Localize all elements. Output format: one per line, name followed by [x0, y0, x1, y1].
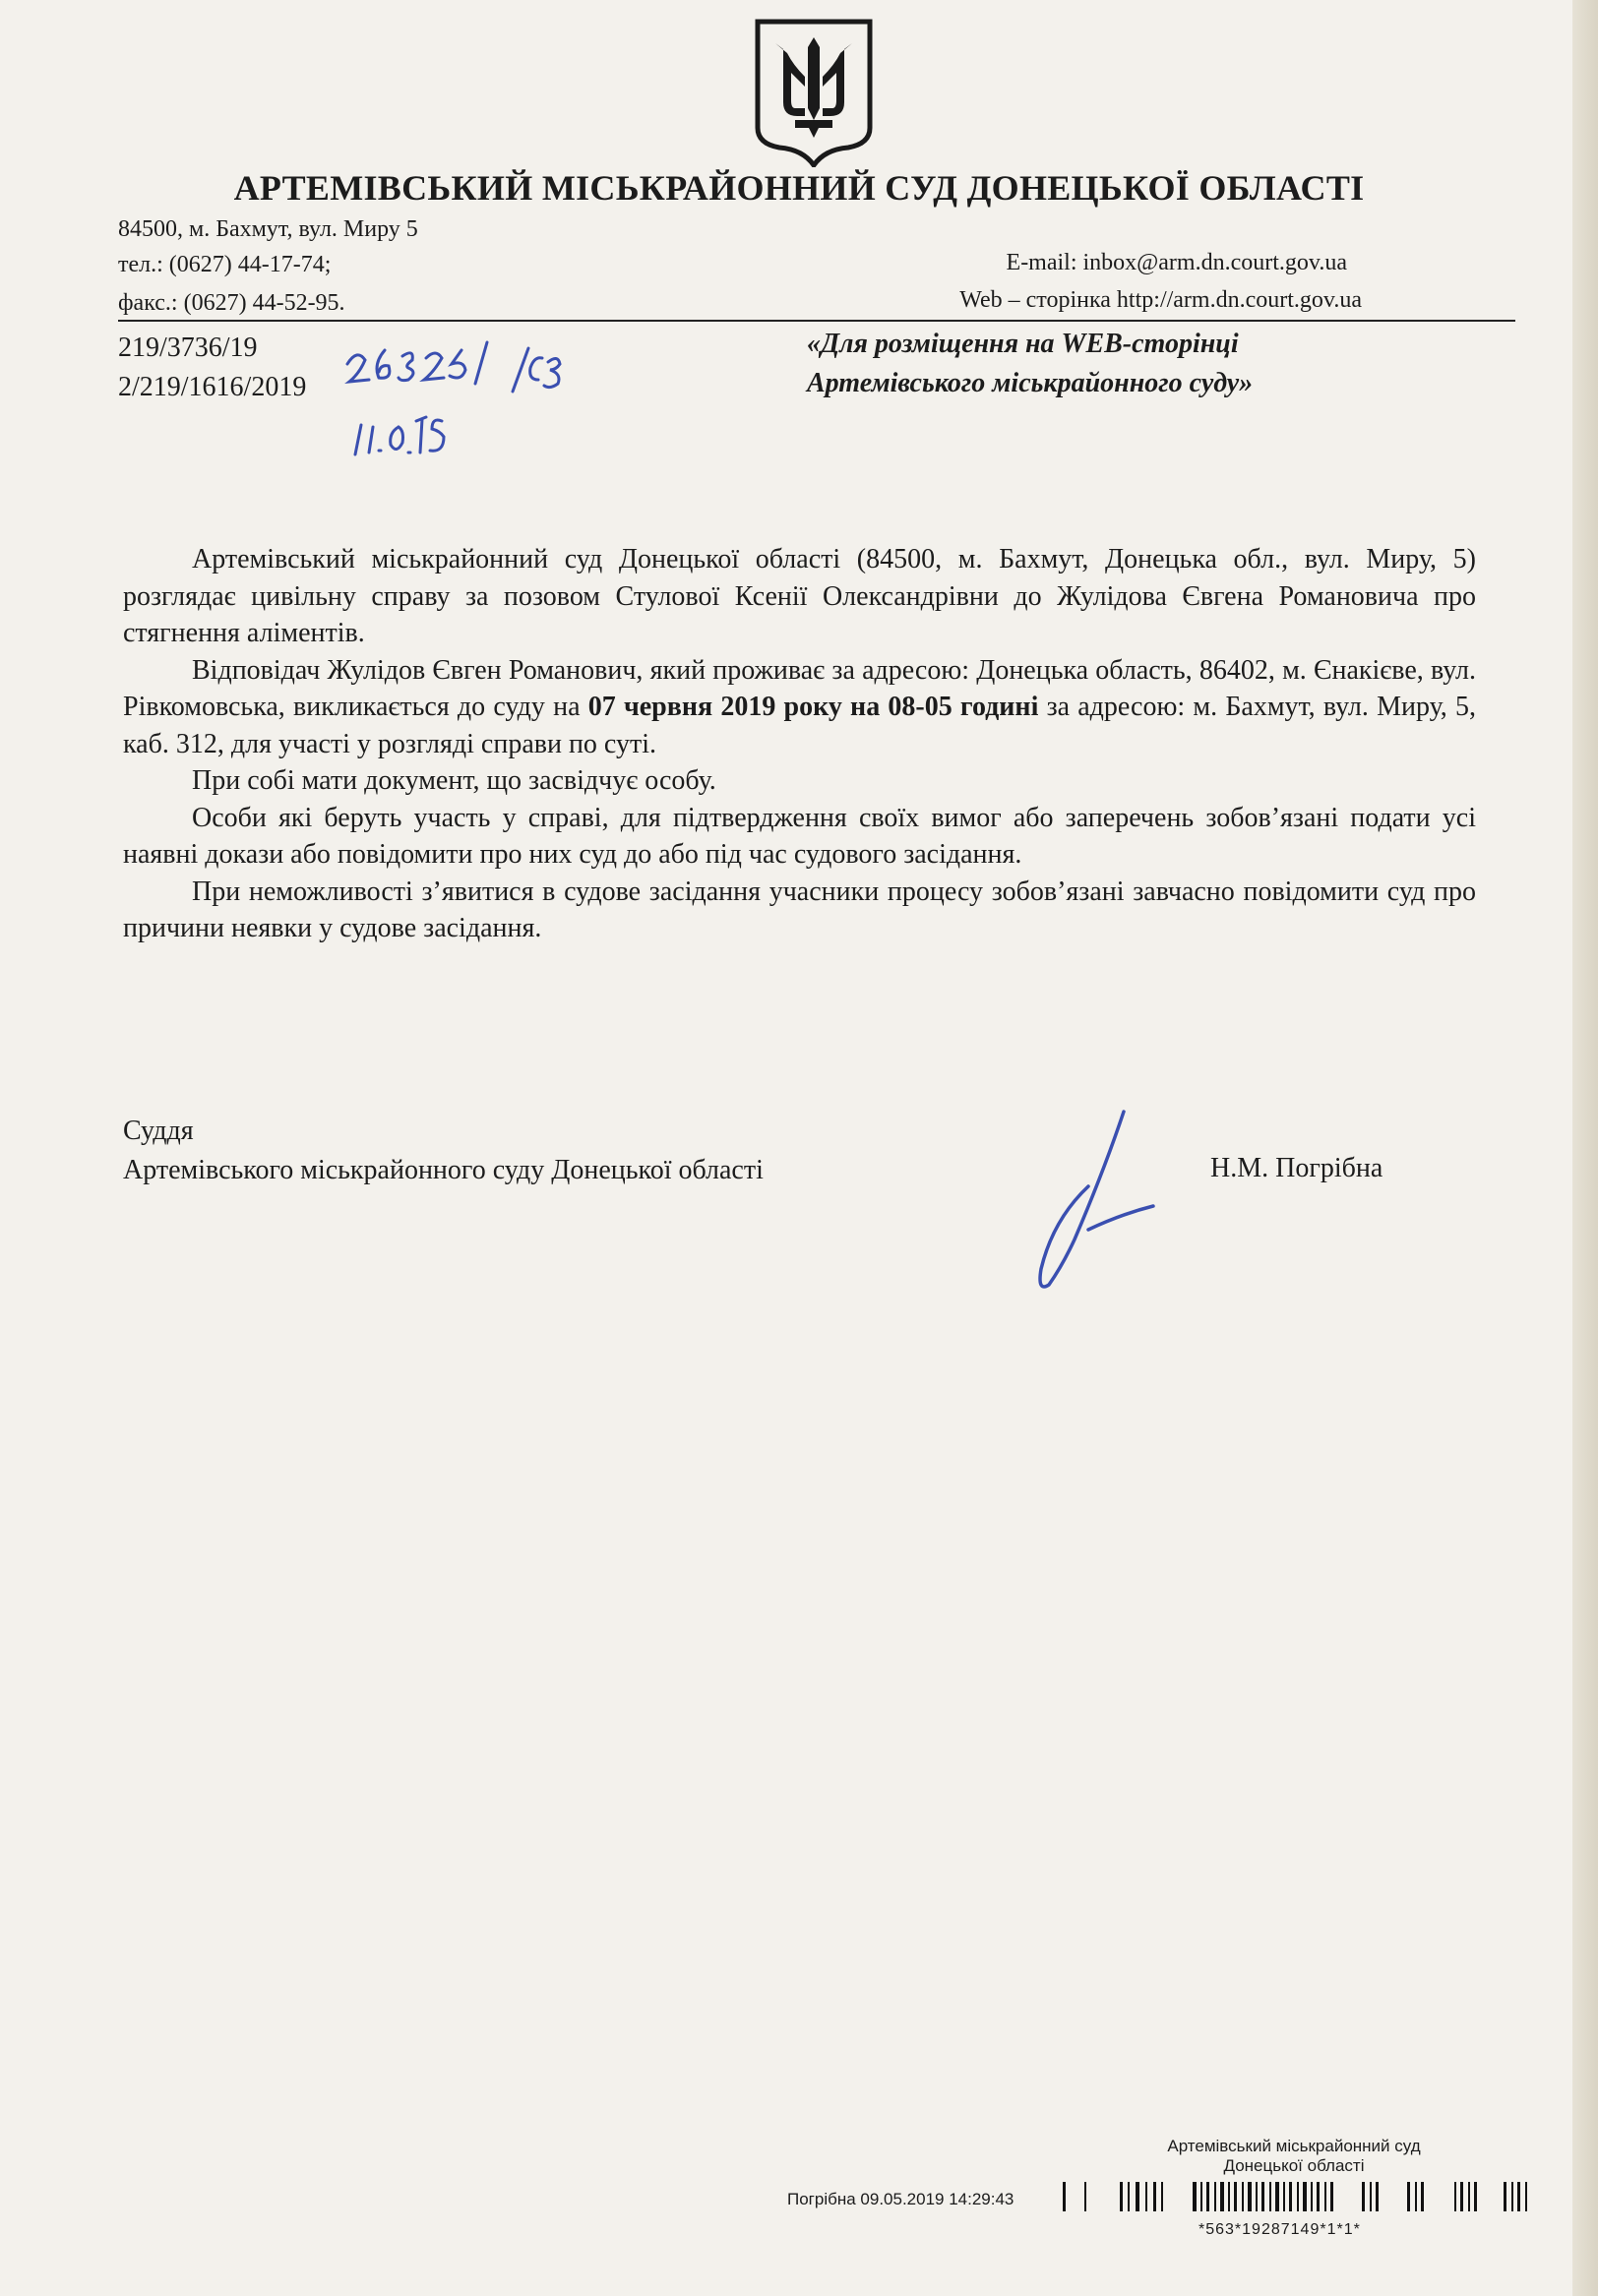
barcode-number: *563*19287149*1*1* [1198, 2221, 1361, 2238]
signature-block [123, 1112, 764, 1190]
summons-text-end: за адресою: м. Бахмут, вул. Миру, 5, каб. 312, для участі у розгляді справи по суті. [123, 692, 1477, 759]
court-website: Web – сторінка http://arm.dn.court.gov.ua [959, 287, 1362, 313]
registration-court-line1: Артемівський міськрайонний суд [1167, 2137, 1421, 2155]
notice-body [123, 541, 1476, 947]
publication-note-line2: Артемівського міськрайонного суду» [807, 368, 1254, 398]
handwritten-incoming-number [339, 334, 595, 462]
trident-emblem-icon [750, 18, 878, 167]
case-references [118, 329, 306, 407]
registration-court [1146, 2137, 1442, 2176]
barcode-icon [1061, 2174, 1533, 2219]
page-edge [1572, 0, 1598, 2296]
paragraph-absence: При неможливості з’явитися в судове засідання учасники процесу зобов’язані завчасно повідомити суд про причини неявки у судове засідання. [123, 876, 1476, 943]
publication-note-line1: «Для розміщення на WEB-сторінці [807, 329, 1239, 359]
court-email: E-mail: inbox@arm.dn.court.gov.ua [1006, 250, 1347, 275]
court-fax: факс.: (0627) 44-52-95. [118, 290, 345, 316]
proceeding-number: 2/219/1616/2019 [118, 372, 307, 402]
registration-court-line2: Донецької області [1223, 2156, 1365, 2175]
summons-text-start: Відповідач Жулідов Євген Романович, який проживає за адресою: Донецька область, 86402, м. Єнакієве, вул. Рівкомовська, викликається до суду на [123, 654, 1476, 722]
hearing-datetime: 07 червня 2019 року на 08-05 годині [587, 692, 1039, 722]
case-number: 219/3736/19 [118, 332, 258, 363]
judge-title: Суддя [123, 1116, 194, 1146]
judge-court: Артемівського міськрайонного суду Донецької області [123, 1155, 764, 1185]
court-title: АРТЕМІВСЬКИЙ МІСЬКРАЙОННИЙ СУД ДОНЕЦЬКОЇ ОБЛАСТІ [233, 168, 1365, 208]
registration-stamp: Погрібна 09.05.2019 14:29:43 [787, 2190, 1014, 2208]
handwritten-signature [994, 1092, 1191, 1299]
paragraph-case: Артемівський міськрайонний суд Донецької області (84500, м. Бахмут, Донецька обл., вул. Миру, 5) розглядає цивільну справу за позовом Стулової Ксенії Олександрівни до Жулідова Євгена Романовича про стягнення аліментів. [123, 544, 1476, 648]
publication-note [807, 325, 1253, 403]
paragraph-summons [123, 652, 1476, 763]
header-divider [118, 320, 1515, 322]
judge-name: Н.М. Погрібна [1210, 1153, 1383, 1183]
paragraph-id-document: При собі мати документ, що засвідчує особу. [192, 765, 716, 796]
court-phone: тел.: (0627) 44-17-74; [118, 252, 332, 277]
paragraph-evidence: Особи які беруть участь у справі, для підтвердження своїх вимог або заперечень зобов’язані подати усі наявні докази або повідомити про них суд до або під час судового засідання. [123, 802, 1476, 870]
court-address: 84500, м. Бахмут, вул. Миру 5 [118, 216, 418, 242]
